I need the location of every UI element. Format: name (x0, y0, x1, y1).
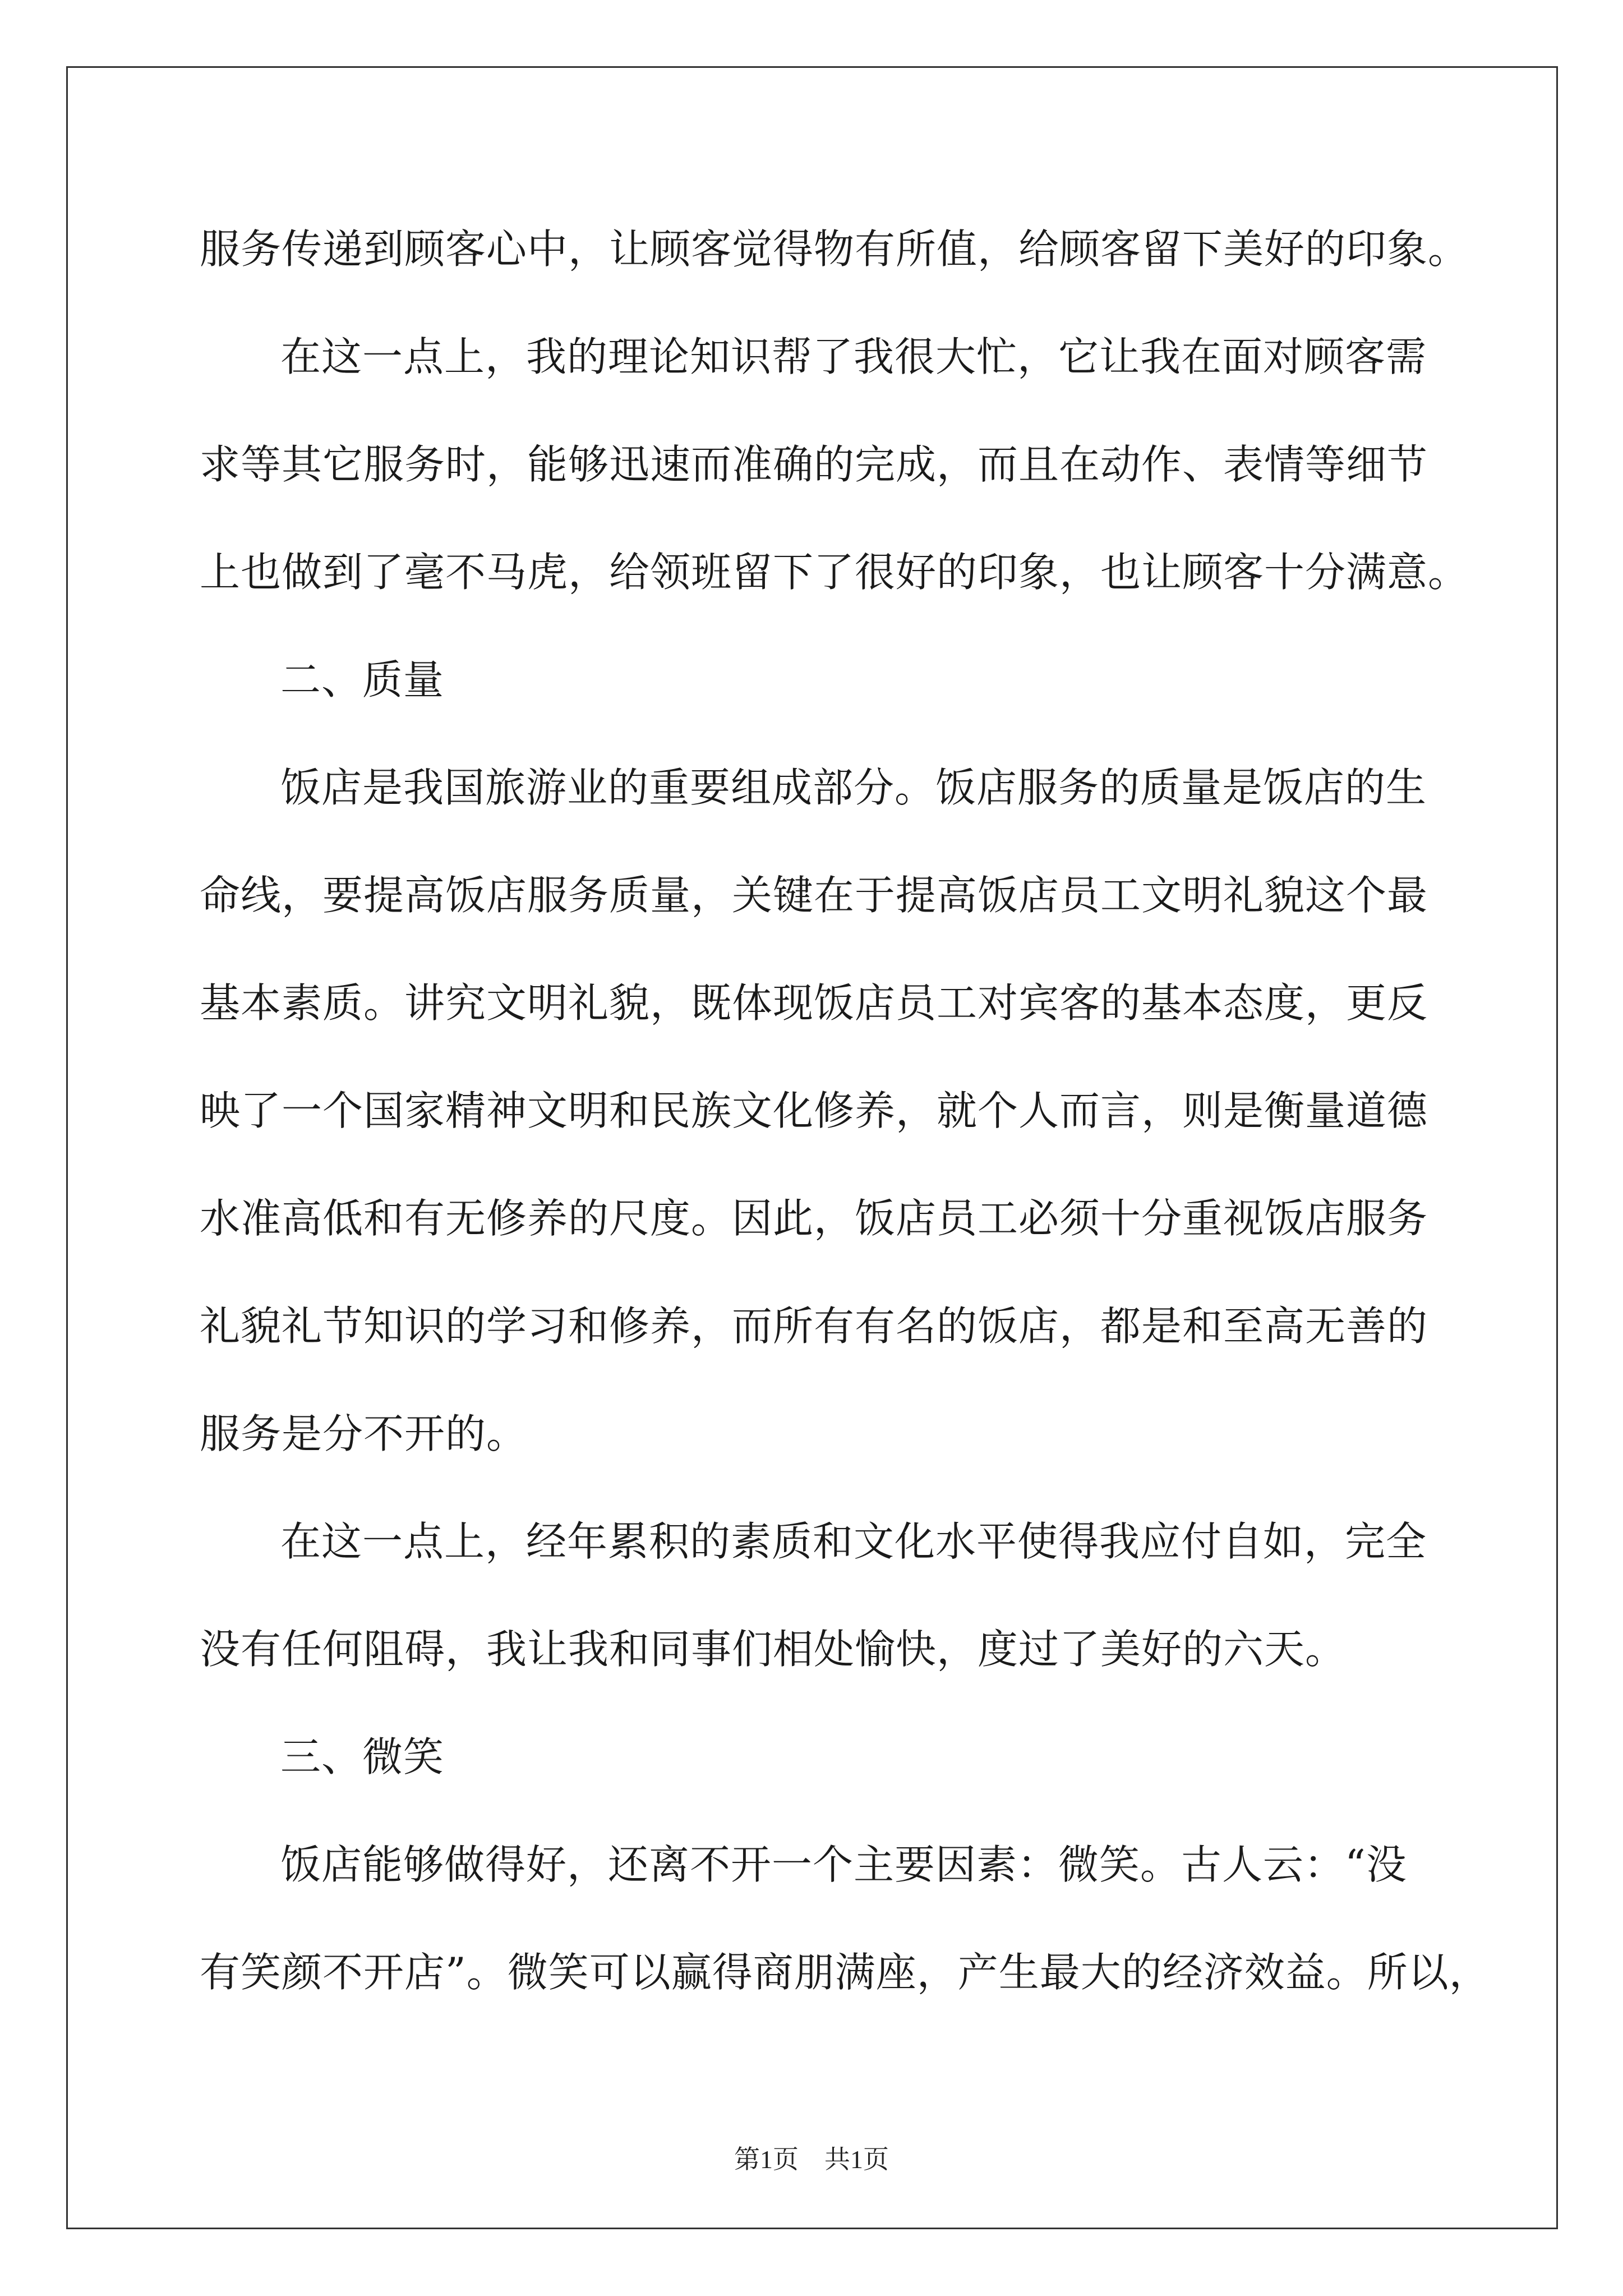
text-line: 水准高低和有无修养的尺度。因此，饭店员工必须十分重视饭店服务 (200, 1195, 1428, 1242)
text-line: 有笑颜不开店”。微笑可以赢得商朋满座，产生最大的经济效益。所以， (200, 1949, 1490, 1996)
page-number-footer: 第1页 共1页 (734, 2145, 889, 2174)
paragraph-start-line: 在这一点上，经年累积的素质和文化水平使得我应付自如，完全 (280, 1518, 1427, 1565)
text-line: 没有任何阻碍，我让我和同事们相处愉快，度过了美好的六天。 (200, 1626, 1347, 1673)
text-line: 礼貌礼节知识的学习和修养，而所有有名的饭店，都是和至高无善的 (200, 1303, 1428, 1350)
text-line: 求等其它服务时，能够迅速而准确的完成，而且在动作、表情等细节 (200, 441, 1428, 488)
page-border (66, 66, 1558, 2229)
text-line: 映了一个国家精神文明和民族文化修养，就个人而言，则是衡量道德 (200, 1087, 1428, 1134)
text-line: 服务传递到顾客心中，让顾客觉得物有所值，给顾客留下美好的印象。 (200, 226, 1469, 273)
paragraph-start-line: 饭店能够做得好，还离不开一个主要因素：微笑。古人云：“没 (280, 1841, 1407, 1888)
text-line: 上也做到了毫不马虎，给领班留下了很好的印象，也让顾客十分满意。 (200, 549, 1469, 596)
paragraph-start-line: 在这一点上，我的理论知识帮了我很大忙，它让我在面对顾客需 (280, 333, 1427, 380)
section-heading: 三、微笑 (280, 1733, 445, 1780)
text-line: 命线，要提高饭店服务质量，关键在于提高饭店员工文明礼貌这个最 (200, 872, 1428, 919)
text-line: 服务是分不开的。 (200, 1410, 528, 1457)
paragraph-start-line: 饭店是我国旅游业的重要组成部分。饭店服务的质量是饭店的生 (280, 764, 1427, 811)
text-line: 基本素质。讲究文明礼貌，既体现饭店员工对宾客的基本态度，更反 (200, 979, 1428, 1027)
section-heading: 二、质量 (280, 656, 445, 703)
